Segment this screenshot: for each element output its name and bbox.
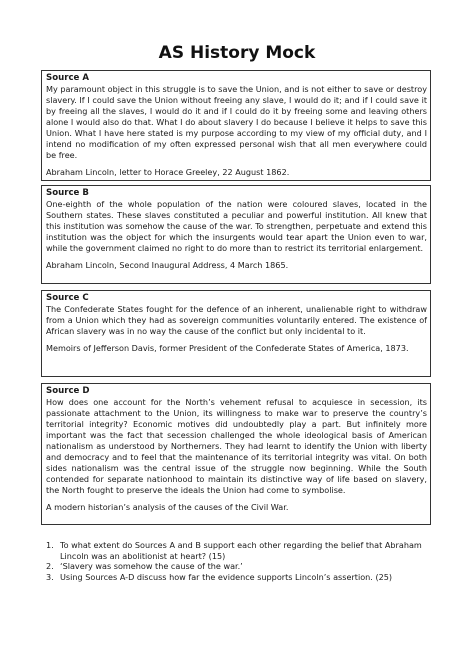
source-c-heading: Source C (46, 293, 89, 303)
question-text: To what extent do Sources A and B support each other regarding the belief that Abraham Lincoln was an abolitionist at heart? (15) (60, 540, 422, 561)
question-text: ‘Slavery was somehow the cause of the war.’ (60, 561, 243, 571)
source-b-heading: Source B (46, 188, 89, 198)
source-a-attribution: Abraham Lincoln, letter to Horace Greeley, 22 August 1862. (46, 167, 290, 178)
source-a-text: My paramount object in this struggle is to save the Union, and is not either to save or destroy slavery. If I could save the Union without freeing any slave, I would do it; and if I could save it by freeing all the slaves, I would do it and if I could do it by freeing some and leaving others alone I would also do that. What I do about slavery I do because I believe it helps to save this Union. What I have here stated is my purpose according to my view of my official duty, and I intend no modification of my often expressed personal wish that all men everywhere could be free. (46, 84, 427, 161)
source-d-heading: Source D (46, 386, 90, 396)
question-number: 1. (46, 540, 54, 550)
question-text: Using Sources A-D discuss how far the evidence supports Lincoln’s assertion. (25) (60, 571, 393, 582)
question-list (46, 540, 436, 582)
source-d-box (41, 383, 431, 525)
page-title: AS History Mock (158, 43, 316, 63)
question-item (46, 572, 436, 583)
question-item (46, 540, 436, 561)
source-b-text: One-eighth of the whole population of the nation were coloured slaves, located in the Southern states. These slaves constituted a peculiar and powerful institution. All knew that this institution was somehow the cause of the war. To strengthen, perpetuate and extend this institution was the object for which the insurgents would tear apart the Union even to war, while the government claimed no right to do more than to restrict its territorial enlargement. (46, 199, 427, 254)
source-c-box (41, 290, 431, 377)
source-d-text: How does one account for the North’s vehement refusal to acquiesce in secession, its passionate attachment to the Union, its willingness to make war to preserve the country’s territorial integrity? Economic motives did undoubtedly play a part. But infinitely more important was the fact that secession challenged the whole ideological basis of American nationalism as understood by Northerners. They had learnt to identify the Union with liberty and democracy and to feel that the maintenance of its territorial integrity was vital. On both sides nationalism was the central issue of the struggle now beginning. While the South contended for separate nationhood to maintain its distinctive way of life based on slavery, the North fought to preserve the ideals the Union had come to symbolise. (46, 397, 427, 496)
source-b-attribution: Abraham Lincoln, Second Inaugural Address, 4 March 1865. (46, 260, 289, 271)
question-item (46, 561, 436, 572)
source-c-attribution: Memoirs of Jefferson Davis, former President of the Confederate States of America, 1873. (46, 343, 409, 354)
question-number: 3. (46, 571, 54, 582)
source-a-heading: Source A (46, 73, 90, 83)
source-b-box (41, 185, 431, 284)
source-a-box (41, 70, 431, 181)
question-number: 2. (46, 561, 54, 571)
source-c-text: The Confederate States fought for the defence of an inherent, unalienable right to withdraw from a Union which they had as sovereign communities voluntarily entered. The existence of African slavery was in no way the cause of the conflict but only incidental to it. (46, 304, 427, 337)
source-d-attribution: A modern historian’s analysis of the causes of the Civil War. (46, 502, 289, 513)
